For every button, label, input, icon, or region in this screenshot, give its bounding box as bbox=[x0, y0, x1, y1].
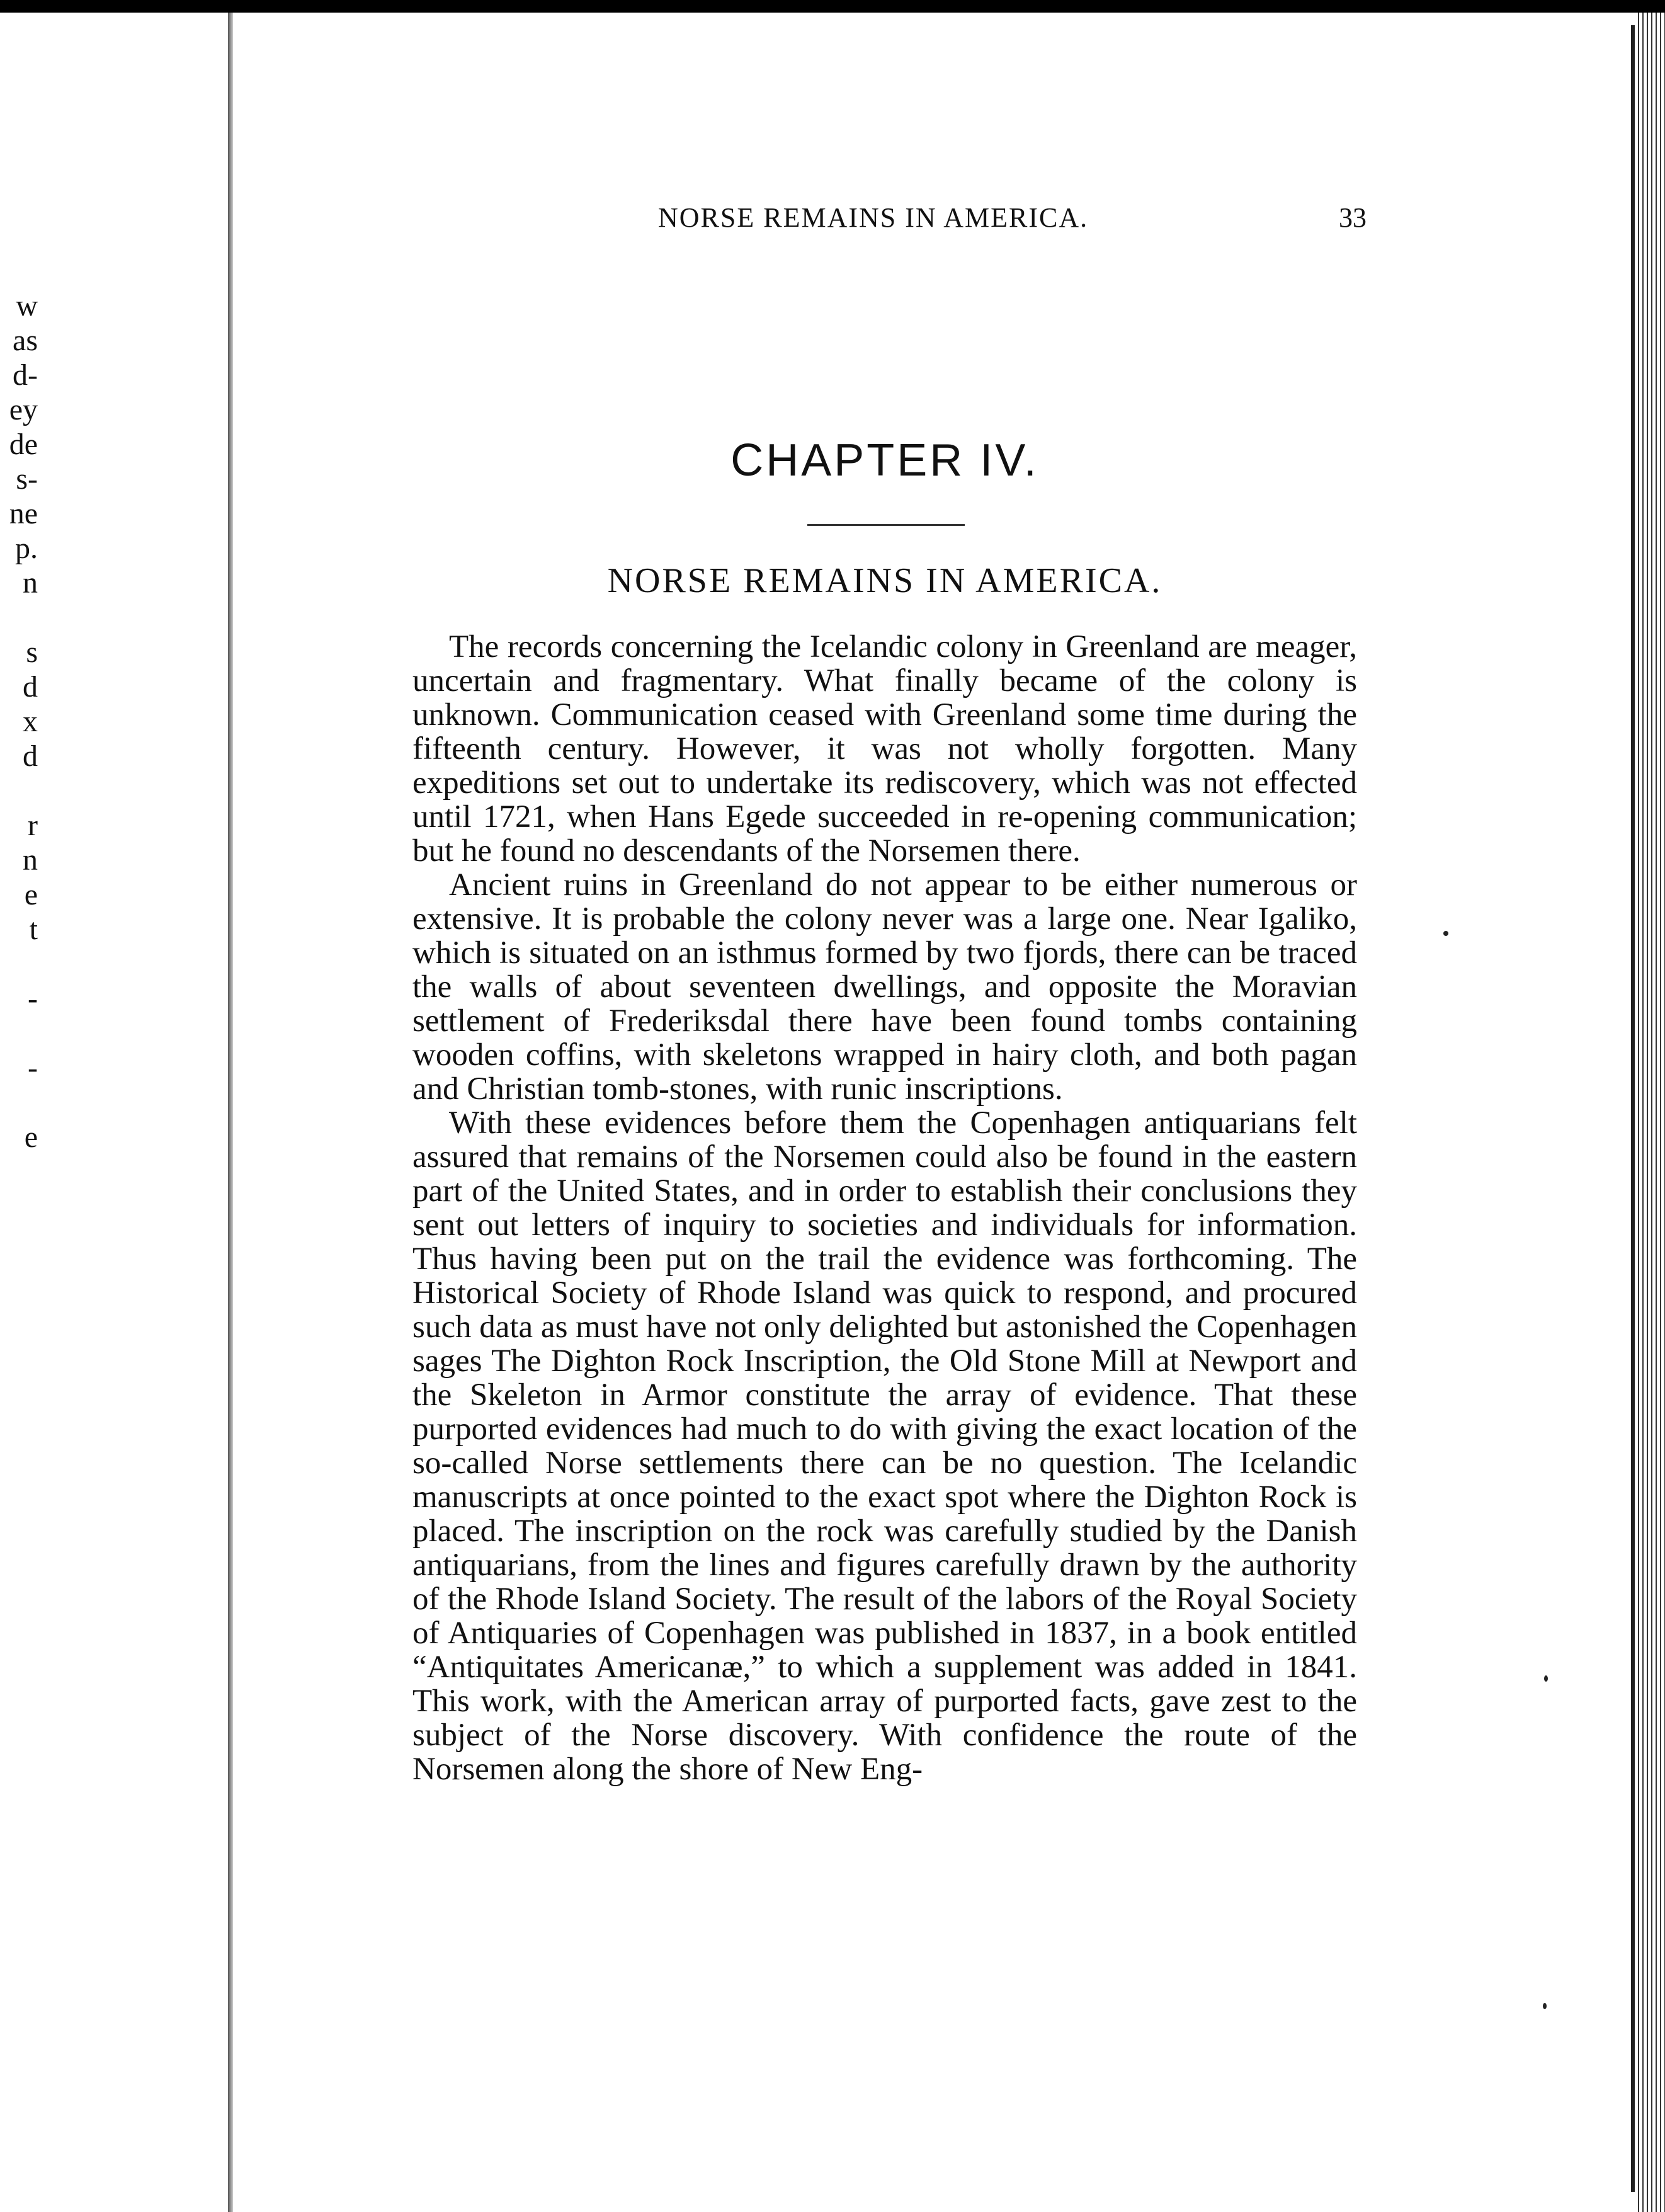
running-head: NORSE REMAINS IN AMERICA. bbox=[658, 202, 1089, 233]
facing-line-fragment: s bbox=[26, 636, 38, 669]
facing-line-fragment: e bbox=[24, 1121, 38, 1154]
facing-line-fragment: as bbox=[13, 324, 38, 357]
body-text bbox=[412, 630, 1357, 1786]
facing-line-fragment: d- bbox=[13, 359, 38, 392]
facing-line-fragment: d bbox=[23, 740, 38, 773]
paragraph: The records concerning the Icelandic colony in Greenland are meager, uncertain and fragmentary. What finally became of the colony is unknown. Communication ceased with Greenland some time during the fifteenth century. However, it was not wholly forgotten. Many expeditions set out to undertake its rediscovery, which was not effected until 1721, when Hans Egede succeeded in re-opening communication; but he found no descendants of the Norsemen there. bbox=[412, 629, 1357, 869]
section-divider-rule bbox=[807, 524, 965, 526]
paragraph: Ancient ruins in Greenland do not appear to be either numerous or extensive. It is probable the colony never was a large one. Near Igaliko, which is situated on an isthmus formed by two fjords, there can be traced the walls of about seventeen dwellings, and opposite the Moravian settlement of Frederiksdal there have been found tombs containing wooden coffins, with skeletons wrapped in hairy cloth, and both pagan and Christian tomb-stones, with runic inscriptions. bbox=[412, 867, 1357, 1107]
scan-speck bbox=[1443, 931, 1448, 936]
page-header bbox=[409, 202, 1367, 239]
facing-line-fragment: w bbox=[16, 290, 38, 322]
facing-line-fragment: - bbox=[28, 1052, 38, 1085]
facing-line-fragment: de bbox=[9, 428, 38, 461]
facing-line-fragment: n bbox=[23, 567, 38, 600]
page-stack-edges bbox=[1635, 13, 1665, 2212]
facing-line-fragment: x bbox=[23, 705, 38, 738]
book-gutter bbox=[228, 13, 233, 2212]
facing-line-fragment: t bbox=[29, 913, 38, 946]
chapter-heading: CHAPTER IV. bbox=[730, 435, 1039, 486]
facing-line-fragment: r bbox=[28, 809, 38, 842]
scan-speck bbox=[1543, 2003, 1547, 2009]
paragraph: With these evidences before them the Copenhagen antiquarians felt assured that remains of the Norsemen could also be found in the eastern part of the United States, and in order to establish their conclusions they sent out letters of inquiry to societies and individuals for information. Thus having been put on the trail the evidence was forthcoming. The Historical Society of Rhode Island was quick to respond, and procured such data as must have not only delighted but astonished the Copenhagen sages The Dighton Rock Inscription, the Old Stone Mill at Newport and the Skeleton in Armor constitute the array of evidence. That these purported evidences had much to do with giving the exact location of the so-called Norse settlements there can be no question. The Icelandic manuscripts at once pointed to the exact spot where the Dighton Rock is placed. The inscription on the rock was carefully studied by the Danish antiquarians, from the lines and figures carefully drawn by the authority of the Rhode Island Society. The result of the labors of the Royal Society of Antiquaries of Copenhagen was published in 1837, in a book entitled “Antiquitates Americanæ,” to which a supplement was added in 1841. This work, with the American array of purported facts, gave zest to the subject of the Norse discovery. With confidence the route of the Norsemen along the shore of New Eng- bbox=[412, 1105, 1357, 1787]
facing-line-fragment: p. bbox=[15, 532, 38, 565]
facing-line-fragment: - bbox=[28, 983, 38, 1015]
page-number: 33 bbox=[1339, 202, 1367, 233]
facing-page-edge bbox=[0, 13, 230, 2212]
facing-line-fragment: s- bbox=[16, 463, 38, 496]
section-title: NORSE REMAINS IN AMERICA. bbox=[607, 561, 1162, 600]
facing-line-fragment: ey bbox=[9, 394, 38, 426]
facing-line-fragment: e bbox=[24, 879, 38, 911]
facing-line-fragment: ne bbox=[9, 498, 38, 530]
scan-top-border bbox=[0, 0, 1665, 13]
scan-speck bbox=[1544, 1675, 1548, 1682]
facing-line-fragment: d bbox=[23, 671, 38, 704]
facing-line-fragment: n bbox=[23, 844, 38, 877]
